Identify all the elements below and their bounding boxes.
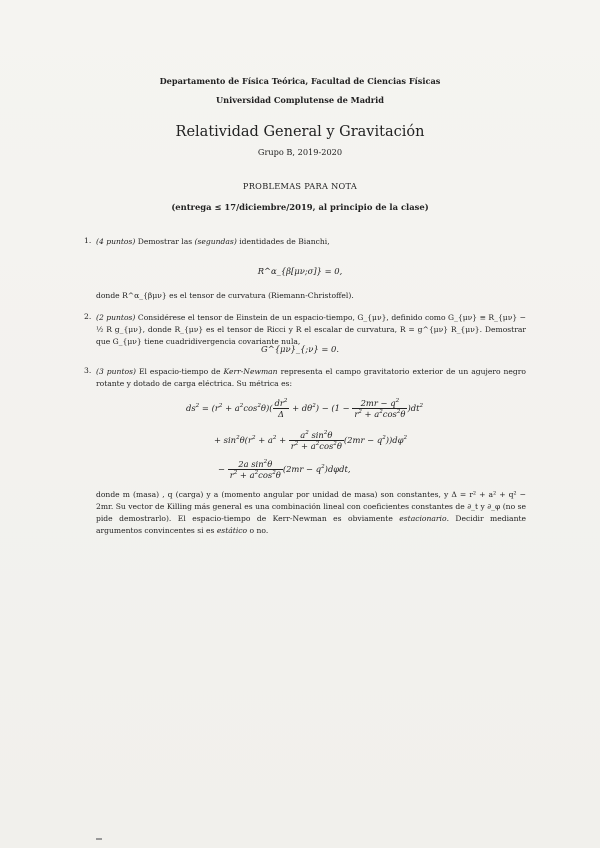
metric-line-1: $ds^2 = (r^2 + a^2\cos^2\theta)$( $\frac{dr^2}{\Delta}$ + $d\theta^2) - (1$ − $\frac{2mr - q^2}{r^2 + a^2\cos^2\theta}$ )$dt^2$: [186, 398, 424, 419]
problem-3-emph3: estático: [216, 526, 248, 535]
department-heading: Departamento de Física Teórica, Facultad de Ciencias Físicas: [159, 76, 441, 86]
problem-2-equation: [0, 344, 600, 354]
group-line: Grupo B, 2019-2020: [257, 147, 343, 157]
problem-3-text-a: El espacio-tiempo de: [138, 367, 221, 376]
metric-line-3: − $\frac{2a \sin^2\theta}{r^2 + a^2\cos^2\theta}$ $(2mr - q^2)d\varphi dt$,: [218, 459, 351, 480]
problem-3-after-c: o no.: [249, 526, 269, 535]
problem-1-points: (4 puntos): [96, 237, 136, 246]
problem-1-text-a: Demostrar las: [137, 237, 193, 246]
deadline-line: (entrega ≤ 17/diciembre/2019, al principio de la clase): [171, 202, 429, 212]
metric-line-2: + $\sin^2\theta(r^2 + a^2$ + $\frac{a^2 \sin^2\theta}{r^2 + a^2\cos^2\theta}$ $(2mr - q^2))d\varphi^2$: [214, 430, 408, 451]
bianchi-equation-text: R^α_{β[μν;σ]} = 0,: [257, 266, 343, 276]
problem-1-after: donde R^α_{βμν} es el tensor de curvatura (Riemann-Christoffel).: [96, 291, 354, 300]
problem-1-statement: [96, 236, 526, 248]
problem-2-statement: [96, 312, 526, 348]
problem-3-number: 3.: [84, 366, 92, 375]
problem-3-points: (3 puntos): [96, 367, 136, 376]
university-heading: Universidad Complutense de Madrid: [216, 95, 384, 105]
problem-2-points: (2 puntos): [96, 313, 136, 322]
problem-3-text-b: representa el campo gravitatorio exterior de un agujero negro rotante y dotado de carga eléctrica. Su métrica es:: [96, 367, 526, 388]
problem-2-text: Considérese el tensor de Einstein de un espacio-tiempo, G_{μν}, definido como G_{μν} ≡ R_{μν} − ½ R g_{μν}, donde R_{μν} es el tensor de Ricci y R el escalar de curvatura, R = g^{μν} R_{μν}. Demostrar que G_{μν} tiene cuadridivergencia covariante nula,: [96, 313, 526, 346]
problem-3-emph: Kerr-Newman: [223, 367, 278, 376]
problem-3-emph2: estacionario: [399, 514, 447, 523]
problem-3-statement: [96, 366, 526, 390]
section-title: PROBLEMAS PARA NOTA: [242, 181, 358, 191]
problem-1-number: 1.: [84, 236, 92, 245]
problem-3-after: [96, 489, 526, 537]
problem-1-emph: (segundas): [194, 237, 237, 246]
scan-mark: [96, 838, 102, 840]
problem-1-text-b: identidades de Bianchi,: [239, 237, 330, 246]
problem-2-number: 2.: [84, 312, 92, 321]
problem-3-after-b: . Decidir mediante argumentos convincentes si es: [96, 514, 527, 535]
course-title: Relatividad General y Gravitación: [175, 124, 425, 140]
divergence-equation-text: G^{μν}_{;ν} = 0.: [261, 344, 339, 354]
problem-1-equation: [0, 266, 600, 276]
problem-3-after-a: donde m (masa) , q (carga) y a (momento angular por unidad de masa) son constantes, y Δ = r² + a² + q² − 2mr. Su vector de Killing más general es una combinación lineal con coeficientes constantes de ∂_t y ∂_φ (no se pide demostrarlo). El espacio-tiempo de Kerr-Newman es obviamente: [96, 490, 526, 523]
